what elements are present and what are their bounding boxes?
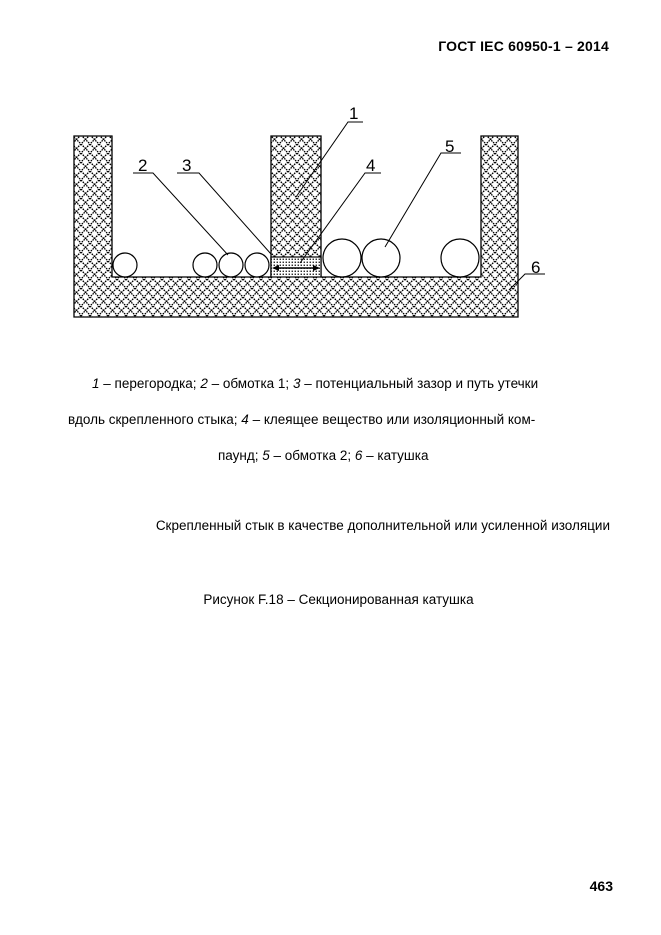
figure-subtitle	[0, 518, 661, 533]
winding-2-turn	[323, 239, 361, 277]
legend-text-5: – обмотка 2;	[269, 448, 355, 463]
winding-1-turn	[219, 253, 243, 277]
winding-1-turn	[113, 253, 137, 277]
figure-label-2: 2	[138, 156, 148, 175]
winding-1-turn	[245, 253, 269, 277]
legend-text-4-cont: паунд;	[218, 448, 263, 463]
figure-label-5: 5	[445, 137, 455, 156]
figure-label-1: 1	[349, 104, 359, 123]
legend-num-3: 3	[292, 376, 301, 391]
figure-label-4: 4	[366, 156, 376, 175]
legend-num-4: 4	[241, 412, 249, 427]
leader-line-3	[177, 173, 271, 254]
winding-1-turn	[193, 253, 217, 277]
leader-line-5	[385, 153, 461, 247]
legend-num-1: 1	[92, 376, 100, 391]
figure-label-6: 6	[531, 258, 541, 277]
legend-line-3	[218, 448, 428, 463]
legend-num-2: 2	[200, 376, 208, 391]
figure-caption-text: Рисунок F.18 – Секционированная катушка	[203, 592, 474, 607]
legend-num-6: 6	[354, 448, 363, 463]
legend-text-2: – обмотка 1;	[207, 376, 293, 391]
standard-header: ГОСТ IEC 60950-1 – 2014	[438, 38, 609, 54]
figure-caption	[0, 592, 661, 607]
figure-label-3: 3	[182, 156, 192, 175]
figure-subtitle-text: Скрепленный стык в качестве дополнительной или усиленной изоляции	[155, 518, 610, 533]
winding-2-turn	[362, 239, 400, 277]
legend-text-3: – потенциальный зазор и путь утечки	[300, 376, 539, 391]
leader-line-2	[133, 173, 228, 255]
legend-line-1-abs	[92, 376, 538, 391]
legend-text-3-cont: вдоль скрепленного стыка;	[68, 412, 242, 427]
legend-text-1: – перегородка;	[99, 376, 201, 391]
legend-line-2	[68, 412, 535, 427]
page-number: 463	[589, 878, 613, 894]
sectioned-coil-figure	[0, 0, 661, 340]
winding-2-turn	[441, 239, 479, 277]
legend-text-4: – клеящее вещество или изоляционный ком-	[248, 412, 536, 427]
legend-num-5: 5	[262, 448, 270, 463]
legend-text-6: – катушка	[362, 448, 429, 463]
